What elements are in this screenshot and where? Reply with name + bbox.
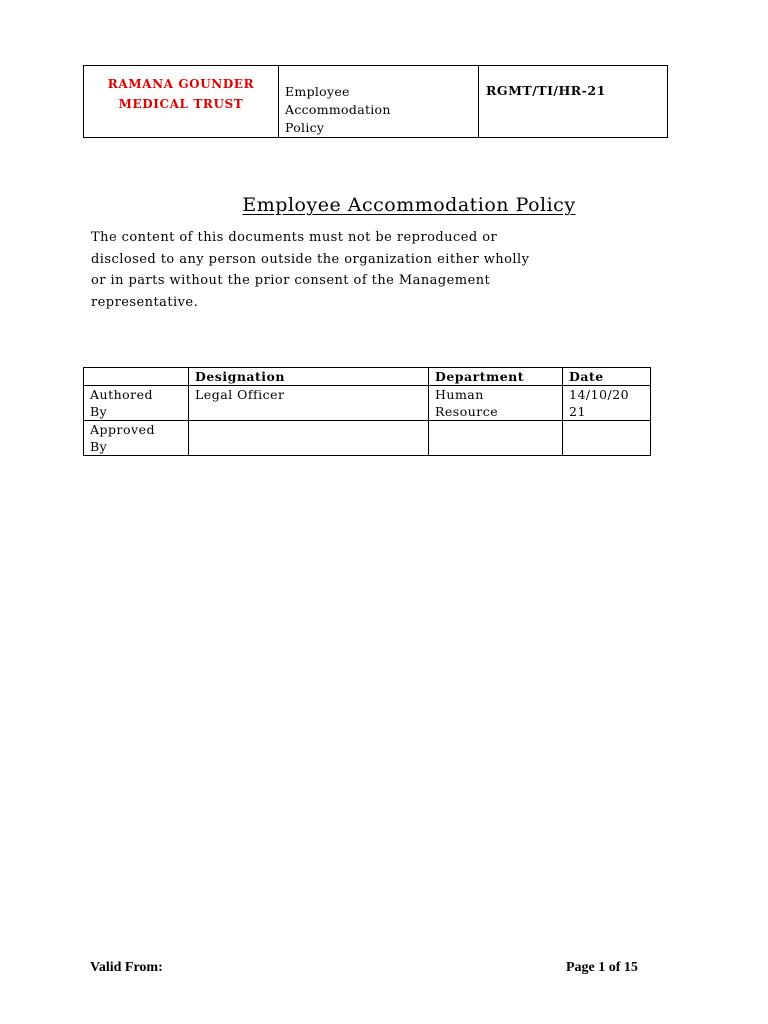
- table-row-approved: [84, 421, 651, 456]
- role-line-1: Authored: [90, 387, 154, 402]
- document-title-line-2: Accommodation: [285, 102, 391, 117]
- department-line-2: Resource: [435, 404, 499, 419]
- designation-value: Legal Officer: [195, 387, 285, 402]
- cell-department: [429, 386, 563, 421]
- document-title-line-1: Employee: [285, 84, 350, 99]
- cell-designation: [189, 386, 429, 421]
- role-line-1: Approved: [90, 422, 155, 437]
- department-line-1: Human: [435, 387, 484, 402]
- notice-line-1: The content of this documents must not be reproduced or: [91, 230, 498, 245]
- document-code: RGMT/TI/HR-21: [486, 83, 606, 98]
- organization-name-line-2: MEDICAL TRUST: [118, 97, 244, 111]
- page-title-wrapper: [0, 184, 768, 221]
- role-line-2: By: [90, 404, 108, 419]
- document-header-table: [83, 65, 668, 138]
- cell-date: [563, 386, 651, 421]
- document-code-cell: [479, 66, 668, 138]
- notice-line-4: representative.: [91, 294, 199, 310]
- header-cell-designation: Designation: [189, 368, 429, 386]
- organization-name-cell: [84, 66, 279, 138]
- header-cell-role: [84, 368, 189, 386]
- cell-role: [84, 386, 189, 421]
- organization-name-line-1: RAMANA GOUNDER: [107, 77, 255, 91]
- date-line-2: 21: [569, 404, 586, 419]
- approval-table-header-row: [84, 368, 651, 386]
- cell-date-empty: [563, 421, 651, 456]
- header-cell-date: Date: [563, 368, 651, 386]
- page-title: Employee Accommodation Policy: [242, 194, 576, 216]
- table-row-authored: [84, 386, 651, 421]
- document-title-cell: [279, 66, 479, 138]
- notice-line-2: disclosed to any person outside the organization either wholly: [91, 251, 530, 267]
- notice-line-3: or in parts without the prior consent of the Management: [91, 273, 491, 288]
- footer-page-number: Page 1 of 15: [566, 960, 638, 975]
- cell-department-empty: [429, 421, 563, 456]
- header-cell-department: Department: [429, 368, 563, 386]
- approval-table: [83, 367, 651, 456]
- role-line-2: By: [90, 439, 108, 454]
- footer-valid-from: Valid From:: [90, 960, 163, 975]
- date-line-1: 14/10/20: [569, 387, 630, 402]
- cell-designation-empty: [189, 421, 429, 456]
- confidentiality-notice: [91, 227, 671, 313]
- cell-role: [84, 421, 189, 456]
- document-title-line-3: Policy: [285, 120, 325, 135]
